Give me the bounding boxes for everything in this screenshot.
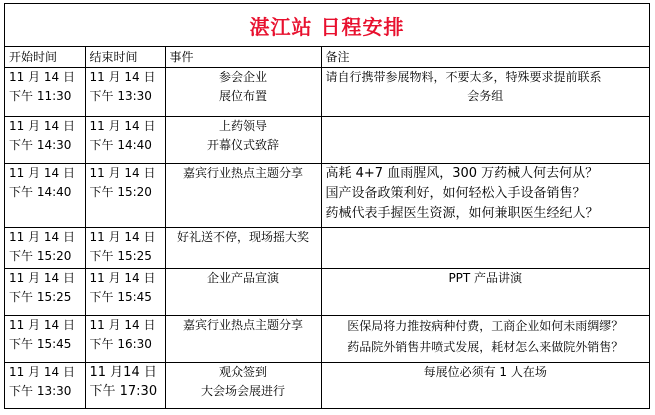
start-time: 下午 15:20: [9, 249, 72, 263]
start-date: 11 月 14 日: [9, 70, 75, 84]
end-cell: [85, 316, 165, 363]
start-time: 下午 15:45: [9, 337, 72, 351]
table-row: [5, 68, 649, 117]
header-note: 备注: [321, 46, 649, 68]
table-row: [5, 316, 649, 363]
end-date: 11 月 14 日: [89, 70, 156, 84]
end-date: 11 月 14 日: [89, 166, 156, 180]
note-cell: [321, 68, 649, 117]
event-line: 企业产品宣演: [206, 271, 279, 285]
end-cell: [85, 117, 165, 164]
event-line: 嘉宾行业热点主题分享: [182, 318, 303, 332]
note-line: 高耗 4+7 血雨腥风，300 万药械人何去何从？: [325, 166, 599, 181]
end-time: 下午 14:40: [89, 138, 152, 152]
event-cell: [165, 269, 321, 316]
start-cell: [5, 269, 85, 316]
end-cell: [85, 228, 165, 269]
start-cell: [5, 117, 85, 164]
event-cell: [165, 316, 321, 363]
event-line: 观众签到: [218, 365, 267, 379]
note-line: 会务组: [467, 89, 504, 103]
note-line: 每展位必须有 1 人在场: [423, 365, 547, 379]
start-date: 11 月 14 日: [9, 365, 75, 379]
note-cell: [321, 363, 649, 408]
end-time: 下午 16:30: [89, 337, 152, 351]
header-event: 事件: [165, 46, 321, 68]
start-time: 下午 15:25: [9, 290, 72, 304]
start-date: 11 月 14 日: [9, 318, 75, 332]
event-cell: [165, 228, 321, 269]
end-cell: [85, 363, 165, 408]
end-cell: [85, 68, 165, 117]
end-date: 11 月 14 日: [89, 119, 156, 133]
note-line: PPT 产品讲演: [448, 271, 523, 285]
start-date: 11 月 14 日: [9, 271, 75, 285]
event-line: 嘉宾行业热点主题分享: [182, 166, 303, 180]
start-cell: [5, 68, 85, 117]
end-date: 11 月 14 日: [89, 230, 156, 244]
event-line: 展位布置: [218, 89, 267, 103]
header-end-time: 结束时间: [85, 46, 165, 68]
end-time: 下午 13:30: [89, 89, 152, 103]
start-cell: [5, 316, 85, 363]
start-cell: [5, 363, 85, 408]
end-date: 11 月14 日: [89, 365, 157, 380]
schedule-frame: [4, 3, 650, 409]
event-line: 开幕仪式致辞: [206, 138, 279, 152]
event-cell: [165, 68, 321, 117]
event-line: 参会企业: [218, 70, 267, 84]
table-row: [5, 363, 649, 408]
event-cell: [165, 117, 321, 164]
note-line: 请自行携带参展物料，不要太多，特殊要求提前联系: [325, 70, 602, 84]
start-cell: [5, 228, 85, 269]
table-row: [5, 269, 649, 316]
start-cell: [5, 164, 85, 228]
note-cell: [321, 164, 649, 228]
schedule-title: 湛江站 日程安排: [5, 4, 649, 47]
event-line: 好礼送不停，现场摇大奖: [176, 230, 309, 244]
event-line: 上药领导: [218, 119, 267, 133]
start-date: 11 月 14 日: [9, 119, 75, 133]
note-line: 药品院外销售井喷式发展，耗材怎么来做院外销售？: [347, 340, 624, 354]
table-row: [5, 117, 649, 164]
note-line: 国产设备政策利好，如何轻松入手设备销售？: [325, 186, 586, 201]
start-time: 下午 11:30: [9, 89, 72, 103]
table-row: [5, 228, 649, 269]
note-cell: [321, 117, 649, 164]
start-time: 下午 13:30: [9, 384, 72, 398]
event-cell: [165, 363, 321, 408]
note-cell: [321, 269, 649, 316]
header-row: [5, 46, 649, 68]
note-cell: [321, 316, 649, 363]
note-cell: [321, 228, 649, 269]
end-date: 11 月 14 日: [89, 318, 156, 332]
end-cell: [85, 269, 165, 316]
event-line: 大会场会展进行: [200, 384, 285, 398]
end-cell: [85, 164, 165, 228]
schedule-table: [5, 46, 649, 408]
note-line: 药械代表手握医生资源，如何兼职医生经纪人？: [325, 206, 599, 221]
end-date: 11 月 14 日: [89, 271, 156, 285]
start-date: 11 月 14 日: [9, 166, 75, 180]
start-time: 下午 14:40: [9, 185, 72, 199]
end-time: 下午 15:45: [89, 290, 152, 304]
end-time: 下午 15:25: [89, 249, 152, 263]
note-line: 医保局将力推按病种付费，工商企业如何未雨绸缪？: [347, 319, 624, 333]
end-time: 下午 15:20: [89, 185, 152, 199]
end-time: 下午 17:30: [89, 384, 158, 399]
start-time: 下午 14:30: [9, 138, 72, 152]
start-date: 11 月 14 日: [9, 230, 75, 244]
table-row: [5, 164, 649, 228]
header-start-time: 开始时间: [5, 46, 85, 68]
event-cell: [165, 164, 321, 228]
